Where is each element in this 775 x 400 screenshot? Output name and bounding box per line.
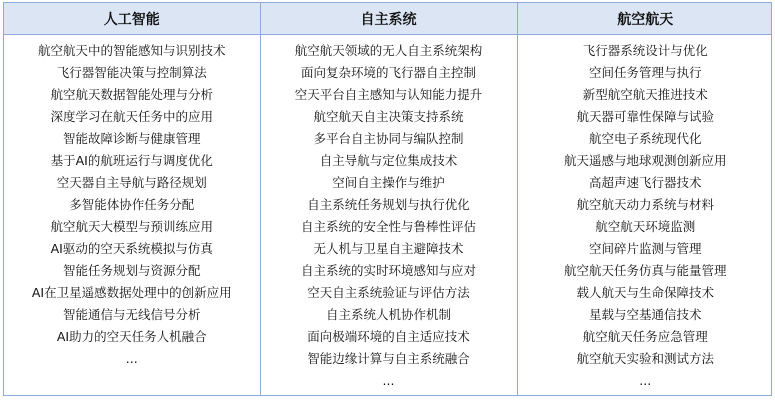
topic-list-item: 面向极端环境的自主适应技术	[307, 329, 470, 344]
topic-list-item: 飞行器系统设计与优化	[582, 43, 708, 58]
topic-list-item: 航空航天大模型与预训练应用	[50, 219, 213, 234]
topic-list-item: 载人航天与生命保障技术	[576, 285, 714, 300]
topic-list-item: 空天器自主导航与路径规划	[56, 175, 207, 190]
topic-list-item: AI助力的空天任务人机融合	[56, 329, 207, 344]
column-header-autonomous-systems: 自主系统	[260, 3, 517, 35]
topic-list-item: 智能故障诊断与健康管理	[62, 131, 201, 146]
topic-list-item: ...	[382, 373, 395, 388]
topic-list-item: 自主系统任务规划与执行优化	[307, 197, 470, 212]
topic-list-item: 航空航天数据智能处理与分析	[50, 87, 213, 102]
topic-list-item: 空间碎片监测与管理	[588, 241, 702, 256]
topic-list-item: 航空航天中的智能感知与识别技术	[37, 43, 226, 58]
table-body-row	[4, 35, 772, 396]
ai-topic-list	[12, 40, 252, 370]
topic-list-item: 面向复杂环境的飞行器自主控制	[300, 65, 476, 80]
aerospace-topic-list	[526, 40, 766, 392]
topic-list-item: 深度学习在航天任务中的应用	[50, 109, 213, 124]
topic-list-item: 航空电子系统现代化	[588, 131, 702, 146]
topic-list-item: 多智能体协作任务分配	[69, 197, 195, 212]
topic-list-item: 航空航天领域的无人自主系统架构	[294, 43, 483, 58]
topic-list-item: 多平台自主协同与编队控制	[313, 131, 464, 146]
topic-list-item: 智能任务规划与资源分配	[62, 263, 201, 278]
topic-list-item: 航空航天实验和测试方法	[576, 351, 714, 366]
topic-list-item: ...	[125, 351, 138, 366]
column-cell-aerospace	[517, 35, 772, 396]
topic-list-item: AI驱动的空天系统模拟与仿真	[50, 241, 213, 256]
topic-list-item: 航天器可靠性保障与试验	[576, 109, 714, 124]
column-cell-autonomous-systems	[260, 35, 517, 396]
topic-list-item: 高超声速飞行器技术	[588, 175, 702, 190]
topics-table-container	[3, 2, 772, 396]
topic-list-item: 航空航天任务应急管理	[582, 329, 708, 344]
topic-list-item: 空天自主系统验证与评估方法	[307, 285, 470, 300]
topic-list-item: 智能通信与无线信号分析	[62, 307, 201, 322]
topics-table	[4, 3, 772, 395]
topic-list-item: 新型航空航天推进技术	[582, 87, 708, 102]
topic-list-item: ...	[639, 373, 652, 388]
topic-list-item: 自主系统的实时环境感知与应对	[300, 263, 476, 278]
topic-list-item: 空间自主操作与维护	[332, 175, 445, 190]
topic-list-item: 自主系统人机协作机制	[325, 307, 451, 322]
topic-list-item: 自主系统的安全性与鲁棒性评估	[300, 219, 476, 234]
topic-list-item: 智能边缘计算与自主系统融合	[307, 351, 470, 366]
column-header-aerospace: 航空航天	[517, 3, 772, 35]
table-header-row	[4, 3, 772, 35]
topic-list-item: 航空航天环境监测	[595, 219, 696, 234]
topic-list-item: 航天遥感与地球观测创新应用	[563, 153, 727, 168]
autonomous-systems-topic-list	[269, 40, 509, 392]
topic-list-item: 无人机与卫星自主避障技术	[313, 241, 464, 256]
topic-list-item: 航空航天自主决策支持系统	[313, 109, 464, 124]
topic-list-item: 航空航天任务仿真与能量管理	[563, 263, 727, 278]
topic-list-item: 自主导航与定位集成技术	[319, 153, 458, 168]
topic-list-item: 飞行器智能决策与控制算法	[56, 65, 207, 80]
topic-list-item: AI在卫星遥感数据处理中的创新应用	[31, 285, 232, 300]
topic-list-item: 空天平台自主感知与认知能力提升	[294, 87, 483, 102]
topic-list-item: 航空航天动力系统与材料	[576, 197, 714, 212]
topic-list-item: 空间任务管理与执行	[588, 65, 702, 80]
column-cell-ai	[4, 35, 260, 396]
column-header-ai: 人工智能	[4, 3, 260, 35]
topic-list-item: 基于AI的航班运行与调度优化	[50, 153, 213, 168]
topic-list-item: 星载与空基通信技术	[588, 307, 702, 322]
